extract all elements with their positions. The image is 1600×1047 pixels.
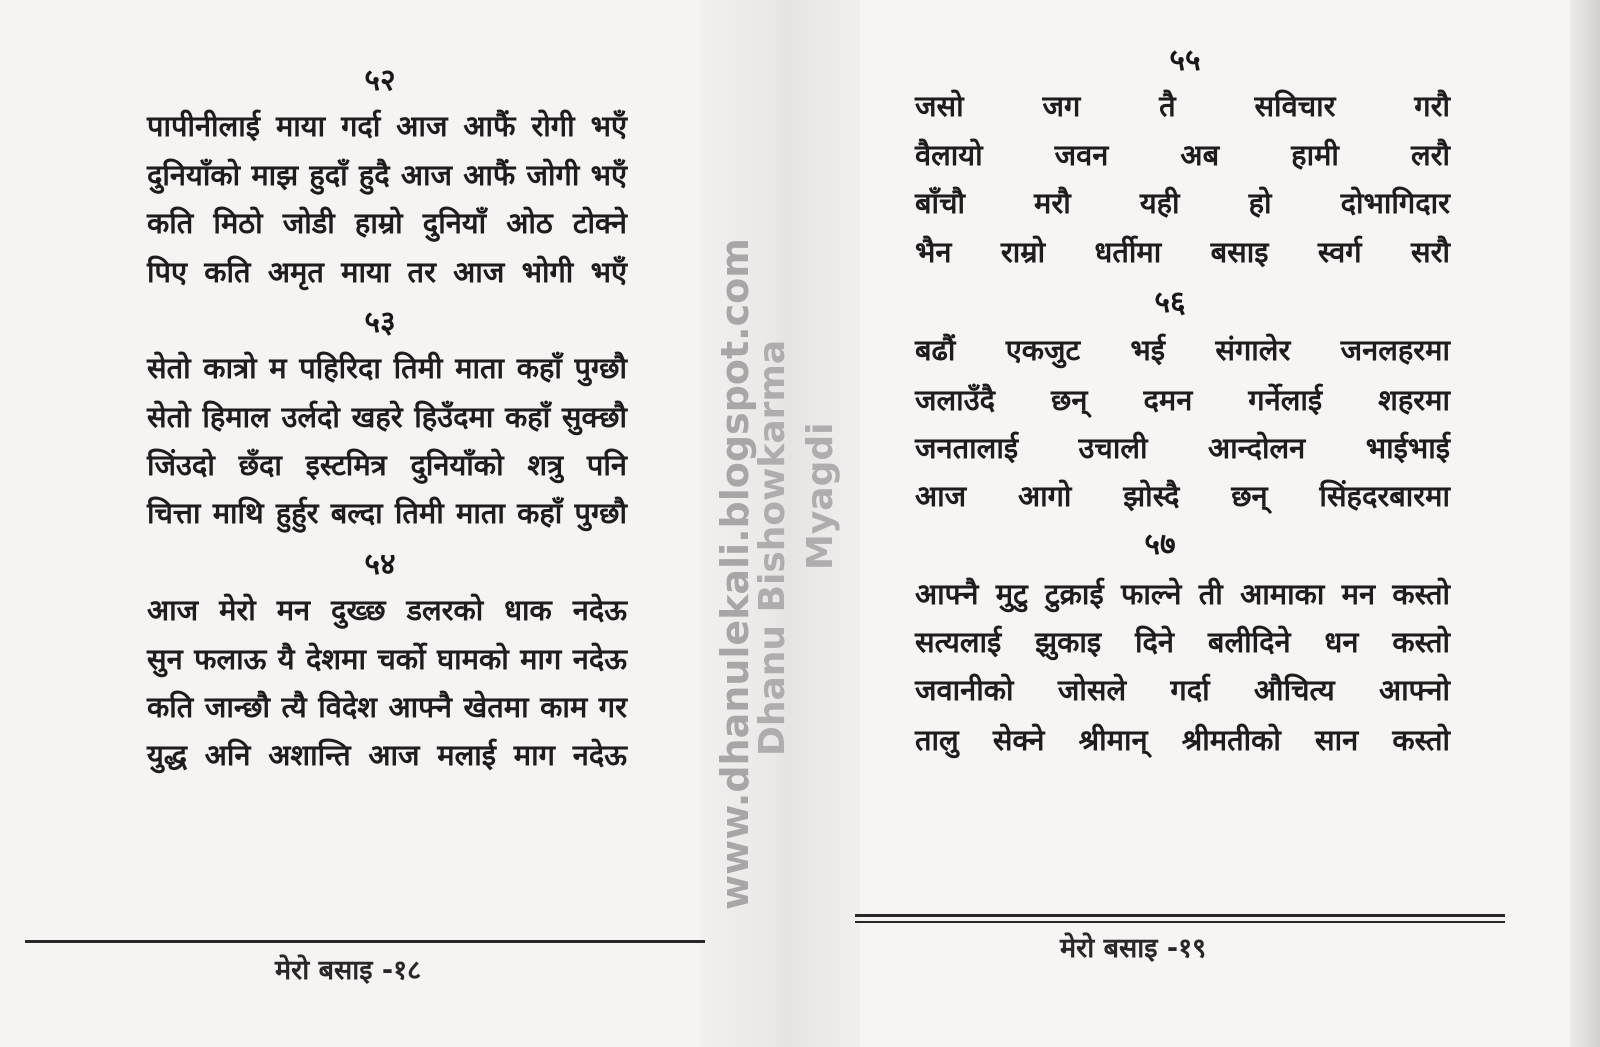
verse-line: चित्ता माथि हुर्हुर बल्दा तिमी माता कहाँ पुग्छौ [147, 496, 627, 530]
verse-line: कति मिठो जोडी हाम्रो दुनियाँ ओठ टोक्ने [147, 206, 627, 240]
verse-number: ५२ [364, 63, 396, 98]
verse-line: सेतो कात्रो म पहिरिदा तिमी माता कहाँ पुग्छौ [147, 351, 627, 385]
verse-line: वैलायो जवन अब हामी लरौ [915, 138, 1450, 172]
watermark-name: Dhanu Bishowkarma [752, 339, 793, 756]
verse-number: ५६ [1154, 285, 1186, 320]
watermark-place: Myagdi [800, 422, 841, 570]
verse-line: सत्यलाई झुकाइ दिने बलीदिने धन कस्तो [915, 625, 1450, 659]
verse-number: ५५ [1169, 43, 1201, 78]
verse-line: जसो जग तै सविचार गरौ [915, 89, 1450, 123]
verse-line: युद्ध अनि अशान्ति आज मलाई माग नदेऊ [147, 738, 627, 772]
verse-line: सुन फलाऊ यै देशमा चर्को घामको माग नदेऊ [147, 642, 627, 676]
verse-line: जवानीको जोसले गर्दा औचित्य आफ्नो [915, 673, 1450, 707]
footer-rule [855, 914, 1505, 917]
page-edge [1570, 0, 1600, 1047]
verse-line: बाँचौ मरौ यही हो दोभागिदार [915, 186, 1450, 220]
verse-line: बढौं एकजुट भई संगालेर जनलहरमा [915, 333, 1450, 367]
verse-number: ५७ [1144, 527, 1176, 562]
verse-line: जलाउँदै छन् दमन गर्नेलाई शहरमा [915, 383, 1450, 417]
verse-line: भैन राम्रो धर्तीमा बसाइ स्वर्ग सरौ [915, 235, 1450, 269]
footer-rule [25, 940, 705, 943]
verse-number: ५४ [364, 547, 396, 582]
verse-number: ५३ [364, 305, 396, 340]
page-footer: मेरो बसाइ -१८ [275, 955, 422, 986]
verse-line: आज मेरो मन दुख्छ डलरको धाक नदेऊ [147, 593, 627, 627]
verse-line: तालु सेक्ने श्रीमान् श्रीमतीको सान कस्तो [915, 723, 1450, 757]
verse-line: पापीनीलाई माया गर्दा आज आफैं रोगी भएँ [147, 109, 627, 143]
verse-line: सेतो हिमाल उर्लदो खहरे हिउँदमा कहाँ सुक्छौ [147, 400, 627, 434]
verse-line: दुनियाँको माझ हुदाँ हुदै आज आफैं जोगी भएँ [147, 158, 627, 192]
verse-line: पिए कति अमृत माया तर आज भोगी भएँ [147, 255, 627, 289]
verse-line: जनतालाई उचाली आन्दोलन भाईभाई [915, 431, 1450, 465]
watermark-url: www.dhanulekali.blogspot.com [713, 238, 757, 910]
verse-line: कति जान्छौ त्यै विदेश आफ्नै खेतमा काम गर [147, 690, 627, 724]
verse-line: आफ्नै मुटु टुक्राई फाल्ने ती आमाका मन कस्तो [915, 577, 1450, 611]
footer-rule [855, 921, 1505, 923]
page-footer: मेरो बसाइ -१९ [1060, 933, 1207, 964]
verse-line: आज आगो झोस्दै छन् सिंहदरबारमा [915, 479, 1450, 513]
verse-line: जिंउदो छँदा इस्टमित्र दुनियाँको शत्रु पनि [147, 448, 627, 482]
